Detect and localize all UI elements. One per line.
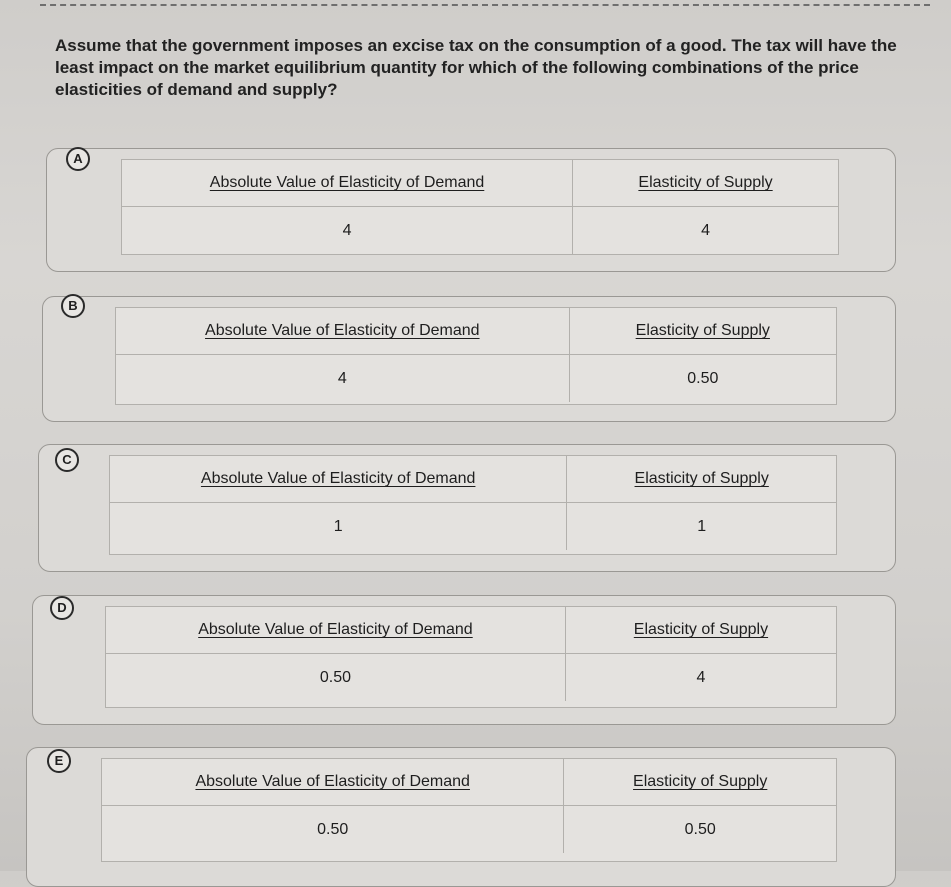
demand-value: 0.50 — [102, 806, 564, 853]
option-letter-e: E — [47, 749, 71, 773]
demand-value: 4 — [122, 207, 573, 254]
option-letter-c: C — [55, 448, 79, 472]
demand-header: Absolute Value of Elasticity of Demand — [102, 759, 564, 806]
supply-header: Elasticity of Supply — [567, 456, 836, 503]
supply-value: 4 — [701, 221, 710, 239]
option-letter-a: A — [66, 147, 90, 171]
elasticity-table-d — [105, 606, 837, 708]
demand-value: 1 — [110, 503, 567, 550]
supply-value: 4 — [696, 668, 706, 686]
supply-value: 1 — [697, 517, 707, 535]
demand-header: Absolute Value of Elasticity of Demand — [106, 607, 566, 654]
answer-option-e[interactable] — [26, 747, 896, 887]
supply-header: Elasticity of Supply — [570, 308, 836, 355]
option-letter-d: D — [50, 596, 74, 620]
elasticity-table-b — [115, 307, 837, 405]
demand-value: 0.50 — [106, 654, 566, 701]
supply-value: 0.50 — [687, 369, 719, 387]
demand-header: Absolute Value of Elasticity of Demand — [122, 160, 573, 207]
answer-option-a[interactable] — [46, 148, 896, 272]
supply-header: Elasticity of Supply — [573, 160, 838, 207]
demand-value: 4 — [116, 355, 570, 402]
elasticity-table-e — [101, 758, 837, 862]
demand-header: Absolute Value of Elasticity of Demand — [116, 308, 570, 355]
elasticity-table-a — [121, 159, 839, 255]
answer-option-c[interactable] — [38, 444, 896, 572]
answer-option-d[interactable] — [32, 595, 896, 725]
supply-header: Elasticity of Supply — [564, 759, 836, 806]
question-text: Assume that the government imposes an excise tax on the consumption of a good. The tax will have the least impact on the market equilibrium quantity for which of the following combinations of the price elasticities of demand and supply? — [55, 36, 897, 99]
elasticity-table-c — [109, 455, 837, 555]
answer-option-b[interactable] — [42, 296, 896, 422]
top-divider — [40, 4, 930, 6]
supply-header: Elasticity of Supply — [566, 607, 836, 654]
demand-header: Absolute Value of Elasticity of Demand — [110, 456, 567, 503]
supply-value: 0.50 — [684, 820, 716, 838]
option-letter-b: B — [61, 294, 85, 318]
